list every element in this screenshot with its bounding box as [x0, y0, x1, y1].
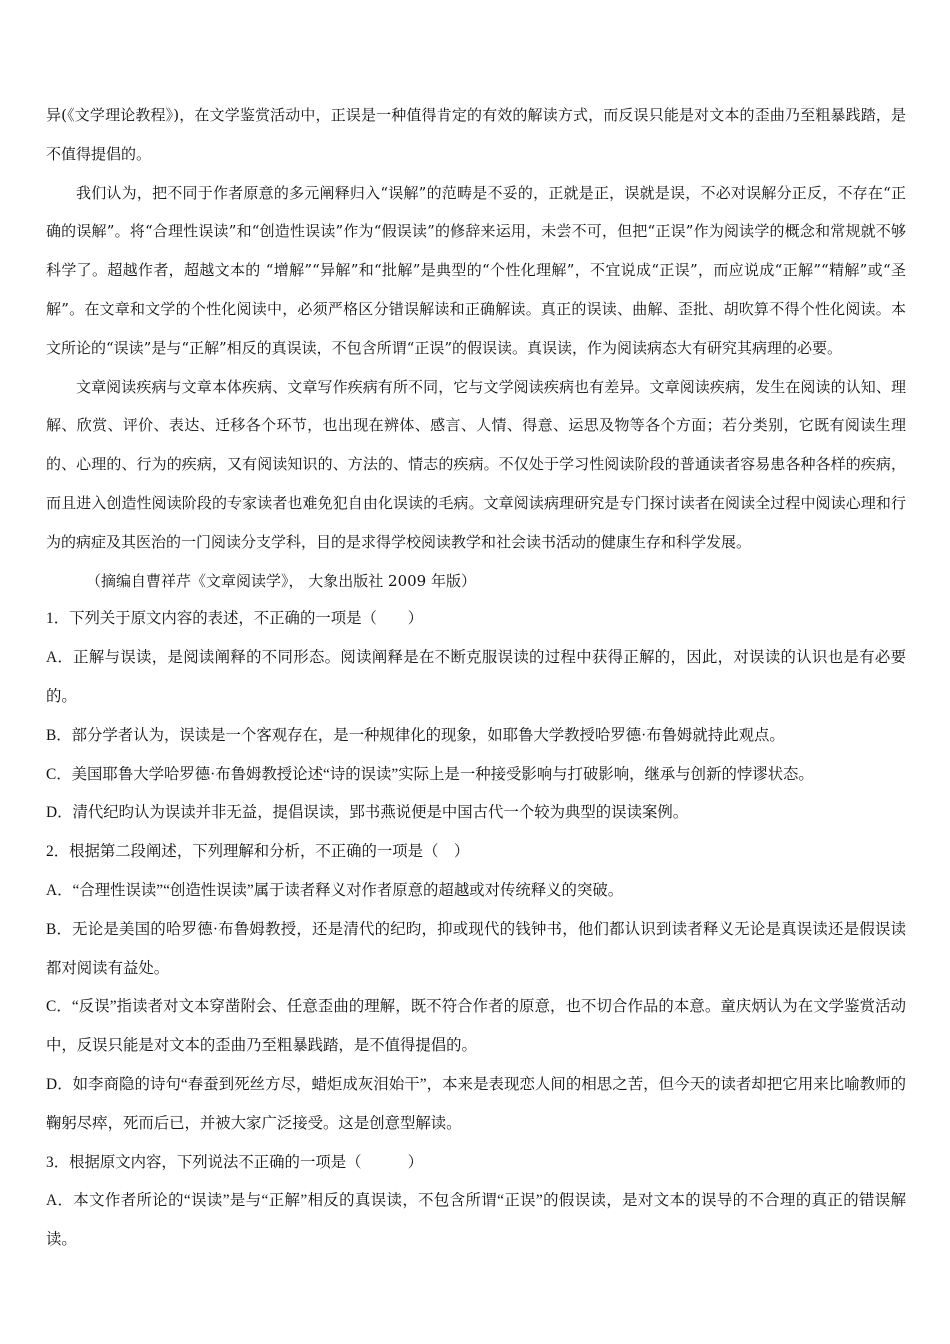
option-d: D．如李商隐的诗句“春蚕到死丝方尽，蜡炬成灰泪始干”，本来是表现恋人间的相思之苦，但今天的读者却把它用来比喻教师的鞠躬尽瘁，死而后已，并被大家广泛接受。这是创意型解读。: [46, 1075, 906, 1132]
source-citation: （摘编自曹祥芹《文章阅读学》， 大象出版社 2009 年版）: [86, 571, 476, 590]
question-stem: 3．根据原文内容，下列说法不正确的一项是（ ）: [46, 1153, 424, 1171]
option-c: C．美国耶鲁大学哈罗德·布鲁姆教授论述“诗的误读”实际上是一种接受影响与打破影响，继承与创新的悖谬状态。: [46, 765, 814, 783]
option-a: A．正解与误读，是阅读阐释的不同形态。阅读阐释是在不断克服误读的过程中获得正解的，因此，对误读的认识也是有必要的。: [46, 649, 906, 705]
option-a: A．本文作者所论的“误读”是与“正解”相反的真误读，不包含所谓“正误”的假误读，是对文本的误导的不合理的真正的错误解读。: [46, 1192, 906, 1249]
question-2: [46, 833, 906, 1143]
question-3: [46, 1144, 906, 1260]
question-stem: 2．根据第二段阐述，下列理解和分析，不正确的一项是（ ）: [46, 843, 470, 861]
question-1: [46, 600, 906, 833]
passage-paragraph-3: 文章阅读疾病与文章本体疾病、文章写作疾病有所不同，它与文学阅读疾病也有差异。文章阅读疾病，发生在阅读的认知、理解、欣赏、评价、表达、迁移各个环节，也出现在辨体、感言、人情、得意、运思及物等各个方面；若分类别，它既有阅读生理的、心理的、行为的疾病，又有阅读知识的、方法的、情志的疾病。不仅处于学习性阅读阶段的普通读者容易患各种各样的疾病，而且进入创造性阅读阶段的专家读者也难免犯自由化误读的毛病。文章阅读病理研究是专门探讨读者在阅读全过程中阅读心理和行为的病症及其医治的一门阅读分支学科，目的是求得学校阅读教学和社会读书活动的健康生存和科学发展。: [46, 377, 906, 551]
passage-paragraph-1: 异(《文学理论教程》)，在文学鉴赏活动中，正误是一种值得肯定的有效的解读方式，而反误只能是对文本的歪曲乃至粗暴践踏，是不值得提倡的。: [46, 106, 906, 163]
question-stem: 1．下列关于原文内容的表述，不正确的一项是（ ）: [46, 610, 424, 628]
option-a: A．“合理性误读”“创造性误读”属于读者释义对作者原意的超越或对传统释义的突破。: [46, 881, 624, 899]
option-d: D．清代纪昀认为误读并非无益，提倡误读，郢书燕说便是中国古代一个较为典型的误读案例。: [46, 804, 689, 822]
option-b: B．部分学者认为，误读是一个客观存在，是一种规律化的现象，如耶鲁大学教授哈罗德·布鲁姆就持此观点。: [46, 726, 785, 744]
option-b: B．无论是美国的哈罗德·布鲁姆教授，还是清代的纪昀，抑或现代的钱钟书，他们都认识到读者释义无论是真误读还是假误读都对阅读有益处。: [46, 920, 906, 977]
option-c: C．“反误”指读者对文本穿凿附会、任意歪曲的理解，既不符合作者的原意，也不切合作品的本意。童庆炳认为在文学鉴赏活动中，反误只能是对文本的歪曲乃至粗暴践踏，是不值得提倡的。: [46, 998, 906, 1055]
passage-paragraph-2: 我们认为，把不同于作者原意的多元阐释归入“误解”的范畴是不妥的，正就是正，误就是误，不必对误解分正反，不存在“正确的误解”。将“合理性误读”和“创造性误读”作为“假误读”的修辞来运用，未尝不可，但把“正误”作为阅读学的概念和常规就不够科学了。超越作者，超越文本的 “增解”“异解”和“批解”是典型的“个性化理解”，不宜说成“正误”，而应说成“正解”“精解”或“圣解”。在文章和文学的个性化阅读中，必须严格区分错误解读和正确解读。真正的误读、曲解、歪批、胡吹算不得个性化阅读。本文所论的“误读”是与“正解”相反的真误读，不包含所谓“正误”的假误读。真误读，作为阅读病态大有研究其病理的必要。: [46, 183, 906, 357]
